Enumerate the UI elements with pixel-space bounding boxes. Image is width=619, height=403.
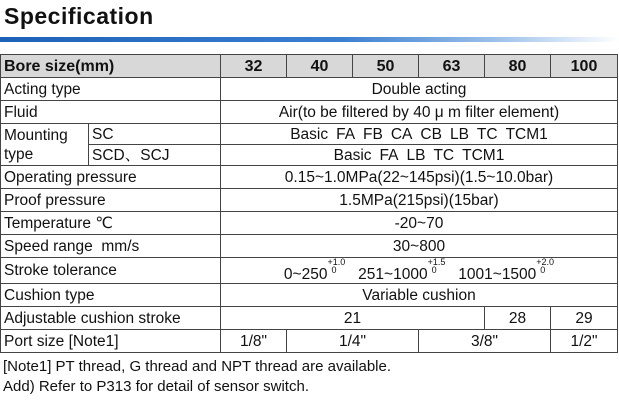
bore-40-header: 40: [287, 55, 353, 78]
table-header-row: [1, 55, 618, 78]
mounting-option: TCM1: [462, 146, 505, 164]
mounting-sc-options: [221, 124, 618, 145]
cushion-type-label: Cushion type: [1, 284, 221, 307]
table-row-mounting-sc: [1, 124, 618, 145]
mounting-option: TC: [476, 125, 498, 143]
fluid-label: Fluid: [1, 101, 221, 124]
cushion-stroke-80: 28: [485, 307, 551, 330]
tolerance-upper: +2.0: [536, 257, 555, 267]
proof-pressure-label: Proof pressure: [1, 189, 221, 212]
operating-pressure-label: Operating pressure: [1, 166, 221, 189]
table-row-operating-pressure: [1, 166, 618, 189]
specification-table: [0, 54, 618, 353]
tolerance-lower: 0: [331, 265, 337, 275]
mounting-option: FB: [363, 125, 383, 143]
tolerance-upper: +1.0: [327, 257, 346, 267]
tolerance-limits: [428, 258, 446, 274]
mounting-type-text: Mounting type: [4, 126, 68, 163]
mounting-option: LB: [406, 146, 426, 164]
acting-type-label: Acting type: [1, 78, 221, 101]
tolerance-limits: [536, 258, 554, 274]
mounting-type-label: [1, 124, 89, 166]
table-row-adjustable-cushion-stroke: [1, 307, 618, 330]
port-size-63-80: 3/8": [419, 330, 551, 353]
port-size-label: Port size [Note1]: [1, 330, 221, 353]
bore-100-header: 100: [551, 55, 618, 78]
footnote-add: Add) Refer to P313 for detail of sensor switch.: [3, 378, 309, 395]
footnote-note1: [Note1] PT thread, G thread and NPT thread are available.: [3, 358, 392, 375]
speed-range-label: Speed range mm/s: [1, 235, 221, 258]
mounting-option: Basic: [290, 125, 329, 143]
bore-32-header: 32: [221, 55, 287, 78]
port-size-40-50: 1/4": [287, 330, 419, 353]
tolerance-range: 251~1000: [358, 266, 428, 283]
tolerance-lower: 0: [540, 265, 546, 275]
mounting-option: CB: [420, 125, 442, 143]
mounting-option: LB: [449, 125, 469, 143]
bore-80-header: 80: [485, 55, 551, 78]
proof-pressure-value: 1.5MPa(215psi)(15bar): [221, 189, 618, 212]
cushion-type-value: Variable cushion: [221, 284, 618, 307]
table-row-fluid: [1, 101, 618, 124]
table-row-port-size: [1, 330, 618, 353]
temperature-value: -20~70: [221, 212, 618, 235]
mounting-option: CA: [390, 125, 413, 143]
operating-pressure-value: 0.15~1.0MPa(22~145psi)(1.5~10.0bar): [221, 166, 618, 189]
stroke-tolerance-value: [221, 258, 618, 284]
page-title: Specification: [4, 3, 154, 29]
port-size-100: 1/2": [551, 330, 618, 353]
tolerance-limits: [327, 258, 345, 274]
mounting-option: Basic: [333, 146, 372, 164]
table-row-stroke-tolerance: [1, 258, 618, 284]
table-row-speed-range: [1, 235, 618, 258]
temperature-label: Temperature ℃: [1, 212, 221, 235]
mounting-sc-label: SC: [89, 124, 221, 145]
cushion-stroke-32-63: 21: [221, 307, 485, 330]
tolerance-upper: +1.5: [427, 257, 446, 267]
table-row-acting-type: [1, 78, 618, 101]
cushion-stroke-100: 29: [551, 307, 618, 330]
mounting-scd-label: SCD、SCJ: [89, 145, 221, 166]
bore-63-header: 63: [419, 55, 485, 78]
bore-size-header: Bore size(mm): [1, 55, 221, 78]
acting-type-value: Double acting: [221, 78, 618, 101]
table-row-proof-pressure: [1, 189, 618, 212]
table-row-mounting-scd: [1, 145, 618, 166]
mounting-option: FA: [379, 146, 399, 164]
speed-range-value: 30~800: [221, 235, 618, 258]
mounting-option: FA: [336, 125, 356, 143]
mounting-option: TCM1: [505, 125, 548, 143]
tolerance-lower: 0: [431, 265, 437, 275]
bore-50-header: 50: [353, 55, 419, 78]
table-row-temperature: [1, 212, 618, 235]
fluid-value: Air(to be filtered by 40 μ m filter element): [221, 101, 618, 124]
mounting-scd-options: [221, 145, 618, 166]
table-row-cushion-type: [1, 284, 618, 307]
title-underline-bar: [0, 37, 619, 42]
stroke-tolerance-label: Stroke tolerance: [1, 258, 221, 284]
mounting-option: TC: [433, 146, 455, 164]
tolerance-range: 0~250: [283, 266, 328, 283]
port-size-32: 1/8": [221, 330, 287, 353]
adjustable-cushion-stroke-label: Adjustable cushion stroke: [1, 307, 221, 330]
tolerance-range: 1001~1500: [458, 266, 537, 283]
footnotes: [3, 357, 391, 397]
